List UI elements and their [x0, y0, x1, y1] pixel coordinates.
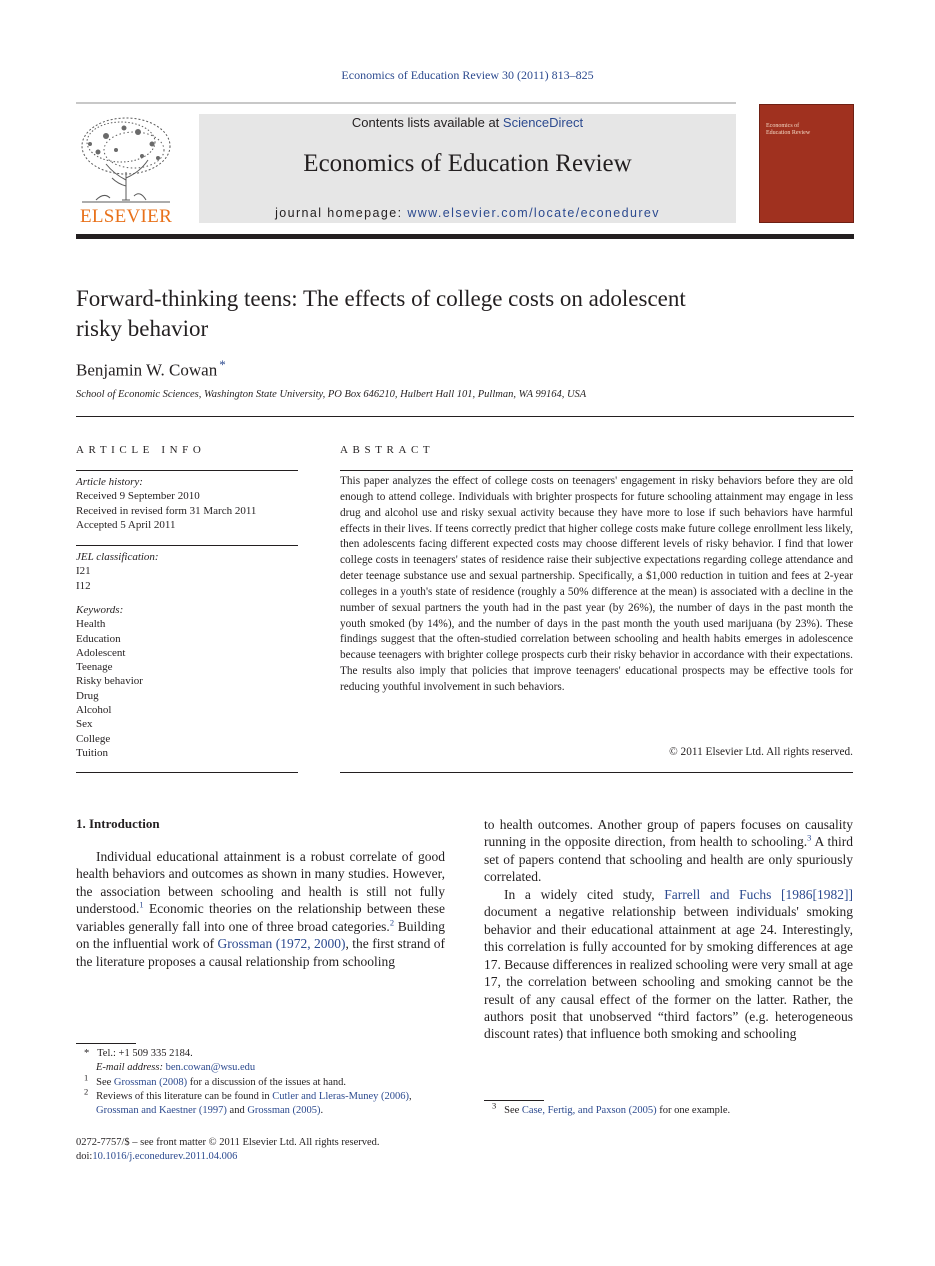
footnote-author-email: [76, 1061, 445, 1075]
article-info-rule-mid: [76, 545, 298, 546]
doi-prefix: doi:: [76, 1151, 93, 1163]
footnotes-right: [484, 1100, 853, 1118]
affiliation: School of Economic Sciences, Washington State University, PO Box 646210, Hulbert Hall 101, Pullman, WA 99164, USA: [76, 389, 587, 400]
keyword-item: Tuition: [76, 746, 109, 759]
abstract-rule-top: [340, 470, 853, 471]
email-label: E-mail address:: [96, 1062, 166, 1074]
footnote-3: [484, 1100, 853, 1118]
jel-classification: [76, 550, 298, 593]
author-tel: Tel.: +1 509 335 2184.: [97, 1048, 193, 1059]
contents-prefix: Contents lists available at: [351, 115, 503, 130]
article-info-rule-bottom: [76, 772, 298, 773]
keyword-item: Sex: [76, 718, 93, 731]
footnote-author-tel: [76, 1047, 445, 1061]
footnote-ref-2[interactable]: 2: [389, 917, 395, 928]
journal-cover: [759, 104, 854, 223]
text-run: ,: [409, 1090, 412, 1102]
publisher-wordmark: ELSEVIER: [79, 206, 173, 227]
text-run: See: [504, 1105, 522, 1116]
abstract-text: This paper analyzes the effect of college costs on teenagers' engagement in risky behaviors before they are old enough to attend college. Individuals with brighter prospects for future schooling attainment may engage in less drug and alcohol use and risky sexual activity because they have more to lose if such behaviors have harmful effects in their lives. If teens correctly predict that higher college costs make future college enrollment less likely, then adolescents facing different expected costs may choose different levels of risky behavior. I find that lower college costs in teenagers' states of residence raise their subjective expectations regarding college attendance and deter teenage substance use and sexual partnership. Specifically, a $1,000 reduction in tuition and fees at 2-year colleges in a youth's state of residence (roughly a 50% difference at the mean) is associated with a decline in the number of sexual partners the youth had in the past year (by 26%), the number of days in the past month the youth smoked (by 14%), and the number of days in the past month the youth used marijuana (by 23%). These findings suggest that the often-studied correlation between schooling and health habits emerges in adolescence because teenagers with brighter college prospects curb their risky behavior in accordance with their expectations. The results also imply that policies that improve teenagers' educational prospects may be effective tools for reducing youthful involvement in such behaviors.: [340, 475, 853, 693]
article-history: [76, 475, 298, 532]
text-run: Reviews of this literature can be found in: [96, 1090, 273, 1102]
sciencedirect-link[interactable]: ScienceDirect: [502, 115, 584, 130]
article-history-label: Article history:: [76, 476, 143, 488]
keyword-item: Teenage: [76, 661, 113, 674]
keyword-item: Education: [76, 632, 121, 645]
article-title: [76, 284, 836, 344]
history-accepted: Accepted 5 April 2011: [76, 518, 176, 531]
citation-link-grossman-2008[interactable]: Grossman (2008): [113, 1076, 188, 1088]
article-title-line1: Forward-thinking teens: The effects of college costs on adolescent: [76, 286, 686, 311]
footnote-star: *: [84, 1048, 90, 1059]
intro-paragraph-1-continued: [484, 816, 853, 886]
keyword-item: Health: [76, 618, 106, 631]
footnote-2: [76, 1086, 445, 1119]
homepage-line: [199, 206, 736, 220]
author-footnote-marker[interactable]: *: [219, 357, 226, 372]
text-run: and: [226, 1105, 248, 1117]
keyword-item: Alcohol: [76, 704, 112, 717]
homepage-prefix: journal homepage:: [275, 206, 408, 220]
journal-citation[interactable]: Economics of Education Review 30 (2011) 813–825: [341, 68, 594, 82]
cover-title-line1: Economics of: [766, 123, 800, 129]
text-run: In a widely cited study,: [504, 886, 665, 902]
text-run: .: [320, 1105, 324, 1117]
footnote-3-number: 3: [492, 1100, 497, 1111]
abstract-copyright: © 2011 Elsevier Ltd. All rights reserved.: [669, 746, 853, 758]
keywords: [76, 603, 298, 760]
body-column-left: [76, 816, 445, 970]
header-divider: [76, 234, 854, 239]
homepage-link[interactable]: www.elsevier.com/locate/econedurev: [407, 206, 660, 220]
journal-title: Economics of Education Review: [303, 150, 632, 177]
top-divider: [76, 102, 736, 104]
text-run: Economic theories on the relationship between these variables generally fall into one of three broad categories.: [76, 901, 445, 934]
keyword-item: College: [76, 732, 111, 745]
email-link[interactable]: ben.cowan@wsu.edu: [165, 1062, 256, 1074]
elsevier-tree-icon: [76, 114, 176, 206]
doi-line: [76, 1150, 380, 1164]
article-title-line2: risky behavior: [76, 316, 209, 341]
elsevier-logo: [76, 114, 176, 226]
cover-title: [766, 123, 810, 137]
citation-link-grossman-kaestner[interactable]: Grossman and Kaestner (1997): [96, 1105, 227, 1117]
footnotes-left: [76, 1047, 445, 1118]
cover-title-line2: Education Review: [766, 130, 811, 136]
citation-link-grossman-2005[interactable]: Grossman (2005): [247, 1105, 321, 1117]
citation-link-grossman[interactable]: Grossman (1972, 2000): [217, 936, 346, 952]
text-run: , the first strand of the literature proposes a causal relationship from schooling: [76, 936, 446, 969]
text-run: for a discussion of the issues at hand.: [187, 1076, 347, 1088]
text-run: Building on the influential work of: [76, 918, 445, 952]
citation-link-farrell-fuchs[interactable]: Farrell and Fuchs [1986[1982]]: [664, 886, 854, 902]
author-line: [76, 357, 226, 381]
history-received: Received 9 September 2010: [76, 490, 200, 503]
keyword-item: Risky behavior: [76, 675, 143, 688]
keyword-item: Adolescent: [76, 646, 126, 659]
intro-paragraph-2: [484, 886, 853, 1043]
keywords-label: Keywords:: [76, 604, 124, 616]
section-heading-introduction: 1. Introduction: [76, 816, 160, 831]
jel-code: I21: [76, 565, 91, 578]
article-info-rule-top: [76, 470, 298, 471]
author-name: Benjamin W. Cowan: [76, 360, 218, 380]
abstract-rule-bottom: [340, 772, 853, 773]
jel-code: I12: [76, 579, 91, 592]
footnote-ref-3[interactable]: 3: [807, 832, 812, 843]
footnote-1-number: 1: [84, 1072, 89, 1083]
jel-label: JEL classification:: [76, 551, 159, 563]
text-run: See: [96, 1076, 114, 1088]
journal-banner: [199, 114, 736, 223]
footnote-ref-1[interactable]: 1: [139, 899, 144, 910]
body-column-right: [484, 816, 853, 1043]
issn-line: 0272-7757/$ – see front matter © 2011 Elsevier Ltd. All rights reserved.: [76, 1137, 380, 1148]
footnote-1: [76, 1072, 445, 1090]
text-run: document a negative relationship between individuals' smoking behavior and their educational attainment at age 24. Interestingly, this correlation is fully accounted for by smoking differences at age 17. Because differences in realized schooling were very small at age 17, the correlation between schooling and smoking cannot be the result of any causal effect of the former on the latter. Rather, the authors posit that unobserved “third factors” (e.g. heterogeneous discount rates) that influence both smoking and schooling: [484, 904, 853, 1042]
history-revised: Received in revised form 31 March 2011: [76, 504, 257, 517]
doi-link[interactable]: 10.1016/j.econedurev.2011.04.006: [92, 1151, 238, 1163]
contents-line: [199, 115, 736, 130]
text-run: A third set of papers contend that schooling and health are only spuriously correlated.: [484, 834, 853, 885]
text-run: to health outcomes. Another group of papers focuses on causality running in the opposite direction, from health to schooling.: [484, 817, 853, 850]
keyword-item: Drug: [76, 689, 99, 702]
citation-link-cutler[interactable]: Cutler and Lleras-Muney (2006): [272, 1090, 410, 1102]
footnote-2-number: 2: [84, 1086, 89, 1097]
front-matter: [76, 1136, 380, 1165]
footnote-rule-left: [76, 1043, 136, 1044]
text-run: for one example.: [656, 1105, 731, 1116]
citation-link-case-fertig-paxson[interactable]: Case, Fertig, and Paxson (2005): [521, 1105, 657, 1116]
article-info-heading: ARTICLE INFO: [76, 444, 206, 456]
affiliation-divider: [76, 416, 854, 417]
abstract-heading: ABSTRACT: [340, 444, 435, 456]
intro-paragraph-1: [76, 848, 445, 970]
text-run: Individual educational attainment is a robust correlate of good health behaviors and outcomes as shown in many studies. However, the association between schooling and health is still not fully understood.: [76, 849, 445, 917]
